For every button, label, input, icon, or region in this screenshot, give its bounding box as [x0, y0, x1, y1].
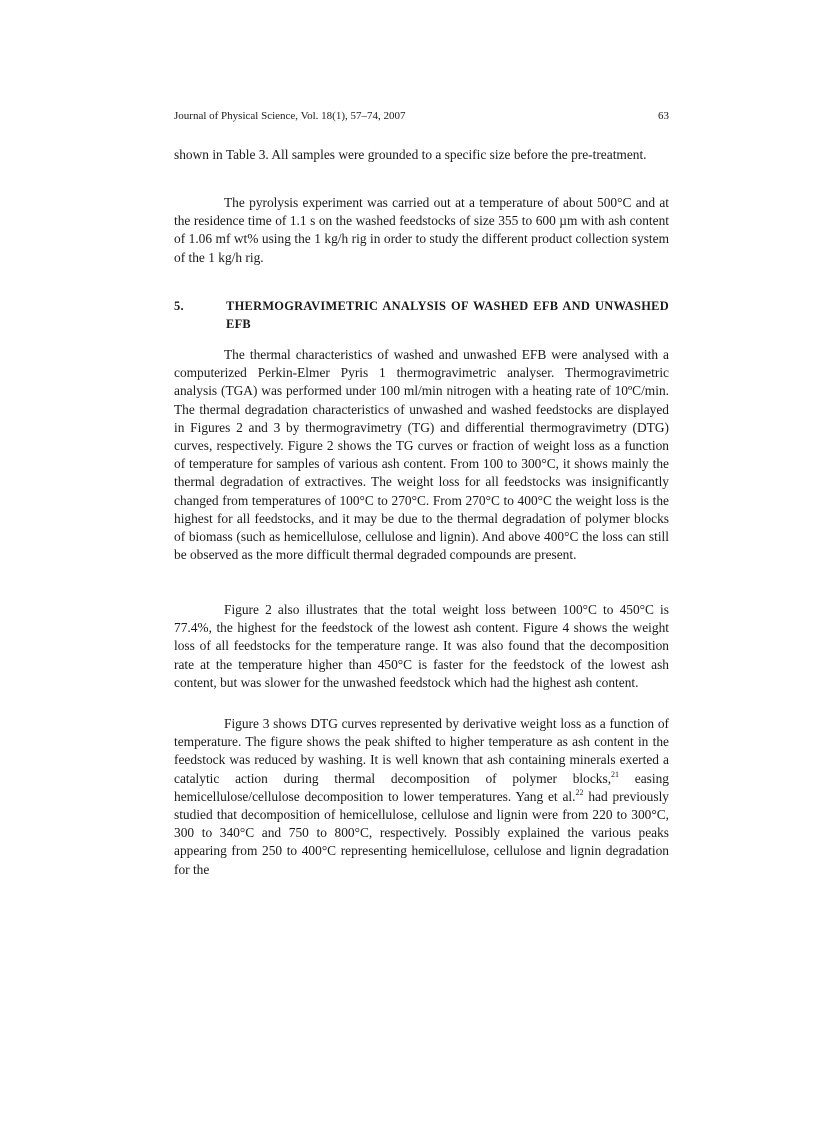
- journal-citation: Journal of Physical Science, Vol. 18(1), 57–74, 2007: [174, 110, 406, 122]
- paragraph-dtg-curves: [174, 715, 669, 879]
- page-number: 63: [658, 110, 669, 122]
- dtg-text-part-2: easing hemicellulose/cellulose decomposition to lower temperatures. Yang et al.: [174, 770, 669, 804]
- reference-superscript-21: 21: [611, 769, 620, 779]
- dtg-text-part-3: had previously studied that decomposition of hemicellulose, cellulose and lignin were from 220 to 300°C, 300 to 340°C and 750 to 800°C, respectively. Possibly explained the various peaks appearing from 250 to 400°C representing hemicellulose, cellulose and lignin degradation for the: [174, 788, 669, 877]
- paragraph-weight-loss: Figure 2 also illustrates that the total weight loss between 100°C to 450°C is 77.4%, the highest for the feedstock of the lowest ash content. Figure 4 shows the weight loss of all feedstocks for the temperature range. It was also found that the decomposition rate at the temperature higher than 450°C is faster for the feedstock of the lowest ash content, but was slower for the unwashed feedstock which had the highest ash content.: [174, 602, 669, 690]
- section-number: 5.: [174, 299, 184, 313]
- section-title: THERMOGRAVIMETRIC ANALYSIS OF WASHED EFB AND UNWASHED EFB: [226, 299, 669, 332]
- paragraph-pyrolysis-experiment: The pyrolysis experiment was carried out at a temperature of about 500°C and at the residence time of 1.1 s on the washed feedstocks of size 355 to 600 µm with ash content of 1.06 mf wt% using the 1 kg/h rig in order to study the different product collection system of the 1 kg/h rig.: [174, 195, 669, 265]
- dtg-text-part-1: Figure 3 shows DTG curves represented by derivative weight loss as a function of temperature. The figure shows the peak shifted to higher temperature as ash content in the feedstock was reduced by washing. It is well known that ash containing minerals exerted a catalytic action during thermal decomposition of polymer blocks,: [174, 716, 669, 786]
- reference-superscript-22: 22: [575, 787, 584, 797]
- paragraph-table-3: shown in Table 3. All samples were grounded to a specific size before the pre-treatment.: [174, 147, 647, 162]
- section-heading: [174, 297, 669, 333]
- running-header: [174, 110, 669, 122]
- paragraph-thermal-characteristics: The thermal characteristics of washed and unwashed EFB were analysed with a computerized Perkin-Elmer Pyris 1 thermogravimetric analyser. Thermogravimetric analysis (TGA) was performed under 100 ml/min nitrogen with a heating rate of 10ºC/min. The thermal degradation characteristics of unwashed and washed feedstocks are displayed in Figures 2 and 3 by thermogravimetry (TG) and differential thermogravimetry (DTG) curves, respectively. Figure 2 shows the TG curves or fraction of weight loss as a function of temperature for samples of various ash content. From 100 to 300°C, it shows mainly the thermal degradation of extractives. The weight loss for all feedstocks was insignificantly changed from temperatures of 100°C to 270°C. From 270°C to 400°C the weight loss is the highest for all feedstocks, and it may be due to the thermal degradation of polymer blocks of biomass (such as hemicellulose, cellulose and lignin). And above 400°C the loss can still be observed as the more difficult thermal degraded compounds are present.: [174, 347, 669, 563]
